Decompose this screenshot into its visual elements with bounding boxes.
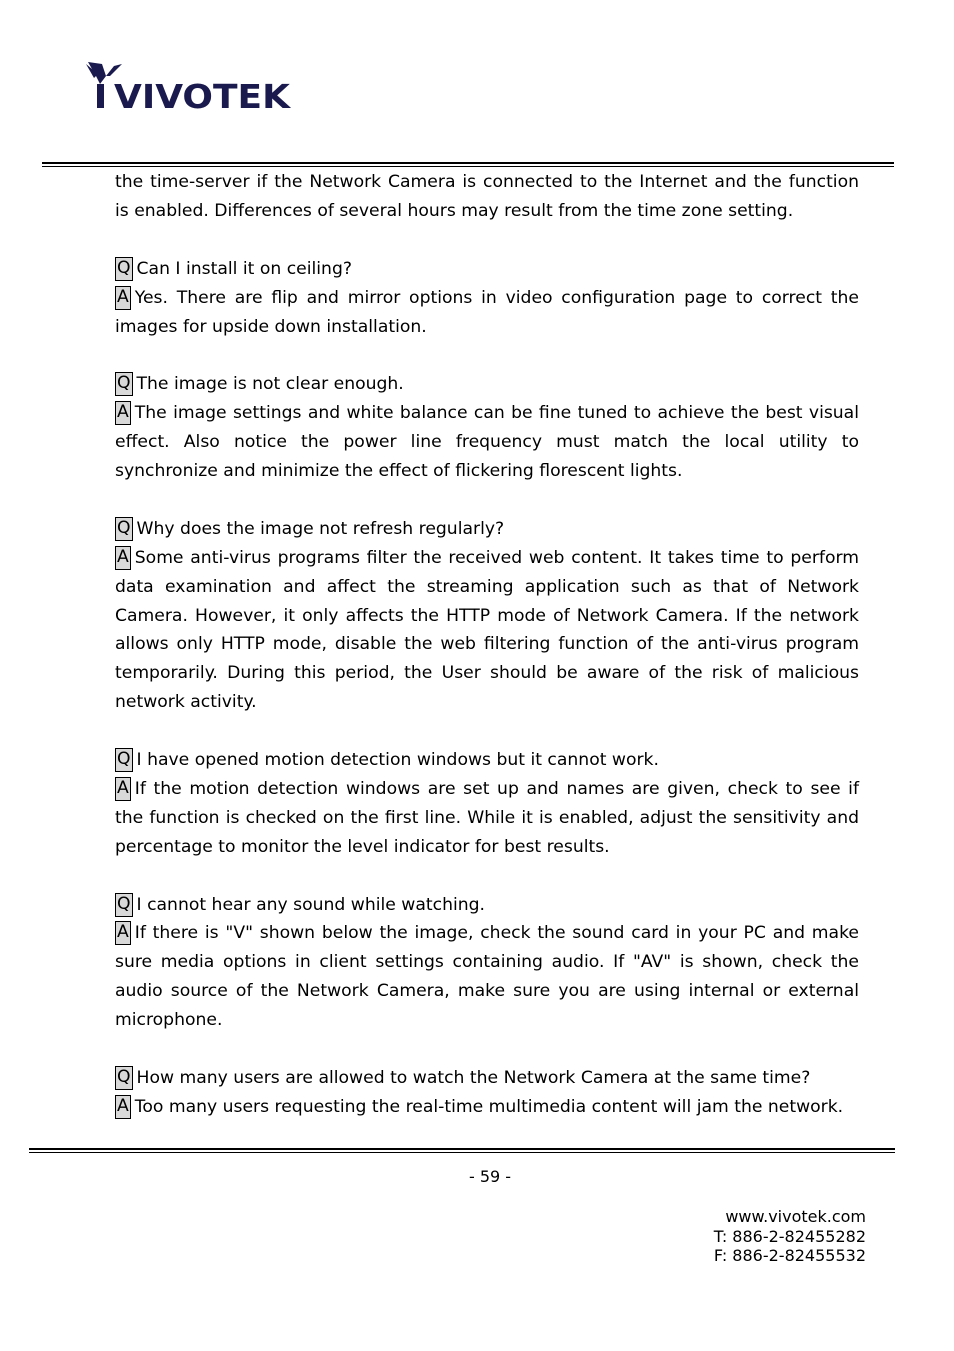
question: Q Why does the image not refresh regularly? [117,517,505,539]
question-marker: Q [115,372,133,396]
answer-marker: A [115,401,131,425]
answer-marker: A [115,1095,131,1119]
phone-number: T: 886-2-82455282 [713,1226,866,1246]
answer-marker: A [115,286,131,310]
answer: A If the motion detection windows are set up and names are given, check to see if the function is checked on the first line. While it is enabled, adjust the sensitivity and percentage to monitor the level indicator for best results. [115,777,859,857]
question-marker: Q [115,1066,133,1090]
answer: A The image settings and white balance can be fine tuned to achieve the best visual effect. Also notice the power line frequency must match the local utility to synchronize and minimize the effect of flickering florescent lights. [115,402,859,482]
answer: A If there is "V" shown below the image, check the sound card in your PC and make sure media options in client settings containing audio. If "AV" is shown, check the audio source of the Network Camera, make sure you are using internal or external microphone. [115,922,859,1031]
question-marker: Q [115,517,133,541]
answer-marker: A [115,921,131,945]
footer-rule [29,1148,895,1153]
faq-content [115,168,859,1122]
header-rule [42,162,894,167]
vivotek-logo [84,62,294,112]
question-marker: Q [115,748,133,772]
answer-marker: A [115,777,131,801]
answer: A Too many users requesting the real-time multimedia content will jam the network. [117,1095,844,1117]
answer-marker: A [115,546,131,570]
answer: A Some anti-virus programs filter the received web content. It takes time to perform data examination and affect the streaming application such as that of Network Camera. However, it only affects the HTTP mode of Network Camera. If the network allows only HTTP mode, disable the web filtering function of the anti-virus program temporarily. During this period, the User should be aware of the risk of malicious network activity. [115,546,859,713]
website-link[interactable]: www.vivotek.com [725,1207,866,1226]
question: Q The image is not clear enough. [117,373,404,395]
question-marker: Q [115,257,133,281]
page-number: - 59 - [468,1167,512,1186]
question: Q I cannot hear any sound while watching. [117,893,486,915]
faq-item [115,746,859,862]
faq-item [115,1064,859,1122]
intro-paragraph: the time-server if the Network Camera is connected to the Internet and the function is enabled. Differences of several hours may result from the time zone setting. [115,172,859,221]
faq-item [115,370,859,486]
faq-item [115,255,859,342]
question-marker: Q [115,893,133,917]
question: Q How many users are allowed to watch the Network Camera at the same time? [117,1067,811,1088]
question: Q Can I install it on ceiling? [117,257,352,279]
contact-info [714,1207,866,1266]
faq-item [115,515,859,717]
svg-text:VIVOTEK: VIVOTEK [114,77,292,112]
answer: A Yes. There are flip and mirror options in video configuration page to correct the images for upside down installation. [115,286,859,337]
faq-item [115,891,859,1036]
question: Q I have opened motion detection windows but it cannot work. [117,749,659,771]
fax-number: F: 886-2-82455532 [713,1246,866,1265]
